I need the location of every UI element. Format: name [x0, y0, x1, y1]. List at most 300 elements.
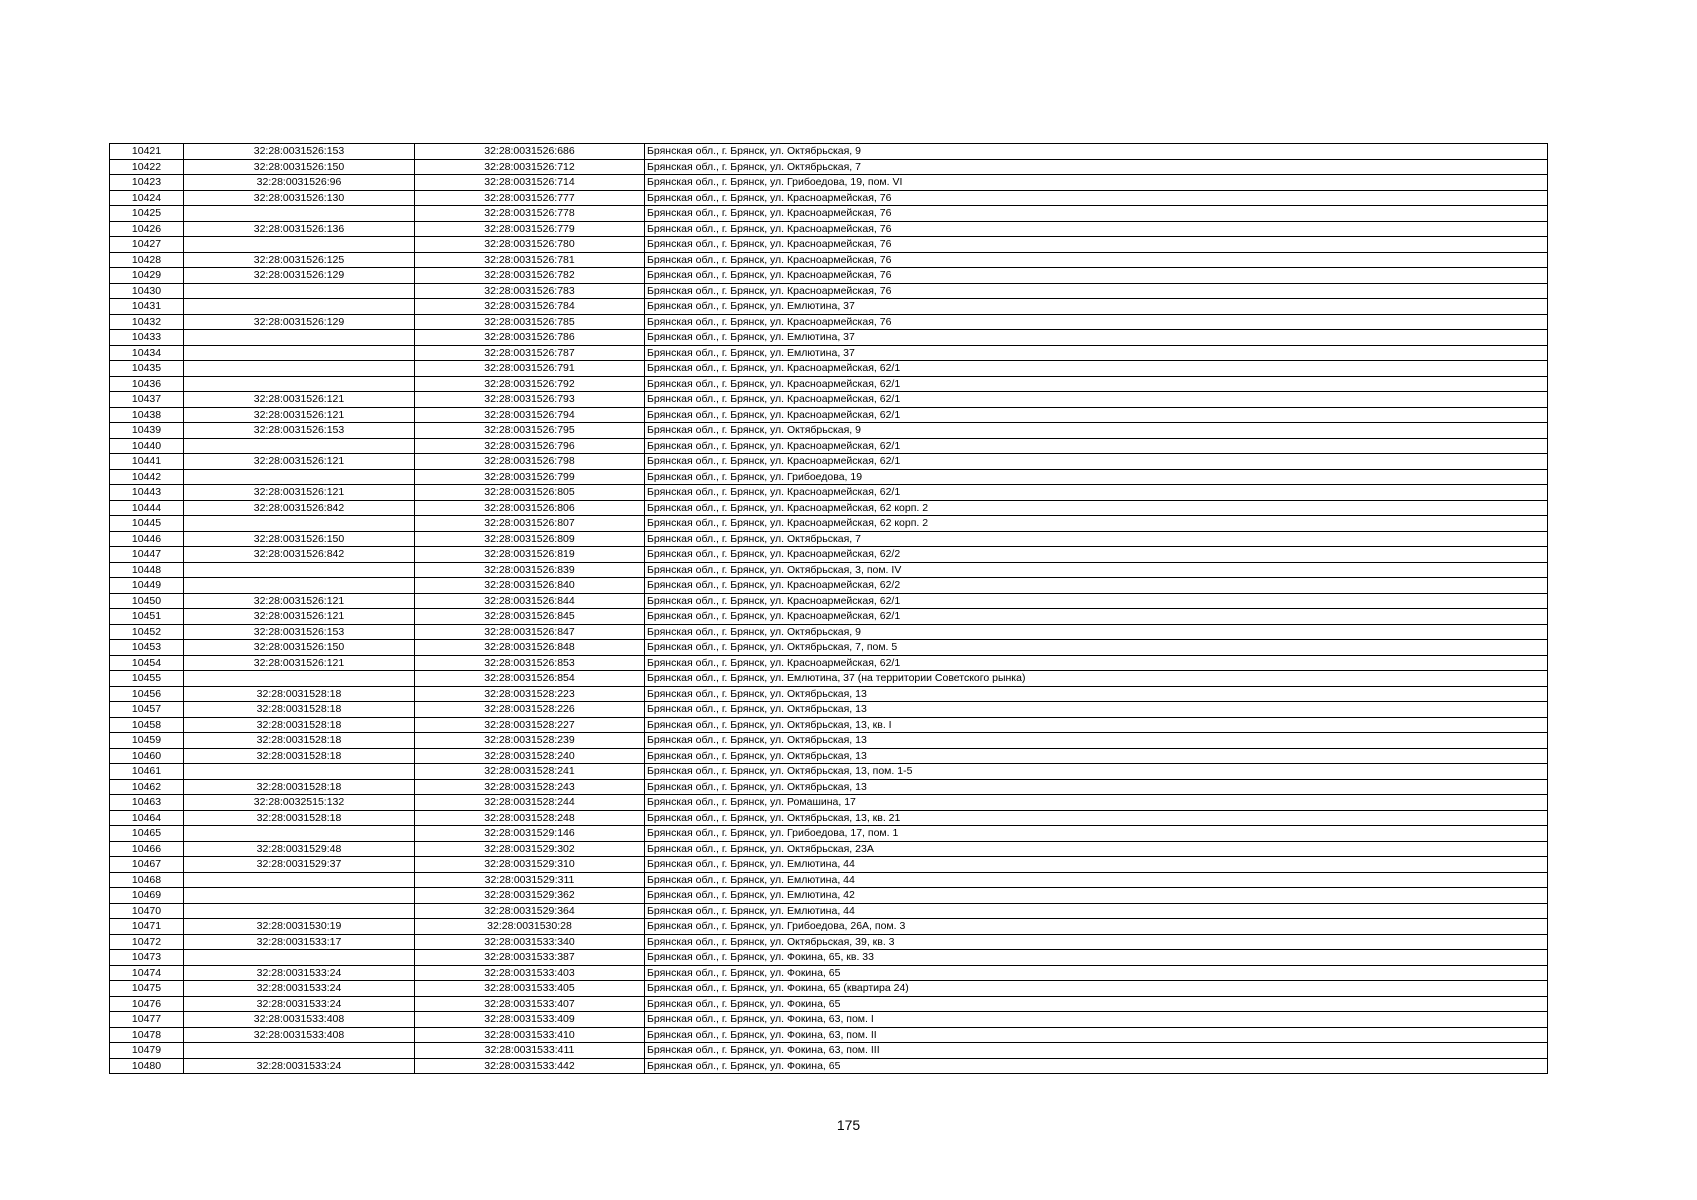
address-cell: Брянская обл., г. Брянск, ул. Емлютина, 44: [645, 872, 1548, 888]
table-row: [110, 299, 1548, 315]
table-row: [110, 841, 1548, 857]
table-row: [110, 609, 1548, 625]
address-cell: Брянская обл., г. Брянск, ул. Октябрьская, 39, кв. 3: [645, 934, 1548, 950]
object-cadastral-number-cell: 32:28:0031533:387: [415, 950, 645, 966]
table-row: [110, 1043, 1548, 1059]
row-number-cell: 10462: [110, 779, 184, 795]
address-cell: Брянская обл., г. Брянск, ул. Красноармейская, 76: [645, 268, 1548, 284]
object-cadastral-number-cell: 32:28:0031526:840: [415, 578, 645, 594]
land-cadastral-number-cell: 32:28:0031526:121: [184, 593, 415, 609]
land-cadastral-number-cell: 32:28:0031526:125: [184, 252, 415, 268]
object-cadastral-number-cell: 32:28:0031533:409: [415, 1012, 645, 1028]
land-cadastral-number-cell: [184, 376, 415, 392]
table-row: [110, 330, 1548, 346]
row-number-cell: 10472: [110, 934, 184, 950]
address-cell: Брянская обл., г. Брянск, ул. Емлютина, 37: [645, 330, 1548, 346]
object-cadastral-number-cell: 32:28:0031526:714: [415, 175, 645, 191]
land-cadastral-number-cell: [184, 826, 415, 842]
object-cadastral-number-cell: 32:28:0031529:362: [415, 888, 645, 904]
row-number-cell: 10440: [110, 438, 184, 454]
land-cadastral-number-cell: 32:28:0031526:842: [184, 500, 415, 516]
table-row: [110, 950, 1548, 966]
table-row: [110, 469, 1548, 485]
address-cell: Брянская обл., г. Брянск, ул. Красноармейская, 62/1: [645, 609, 1548, 625]
land-cadastral-number-cell: [184, 671, 415, 687]
land-cadastral-number-cell: 32:28:0031533:24: [184, 1058, 415, 1074]
object-cadastral-number-cell: 32:28:0031526:809: [415, 531, 645, 547]
row-number-cell: 10444: [110, 500, 184, 516]
table-row: [110, 795, 1548, 811]
address-cell: Брянская обл., г. Брянск, ул. Красноармейская, 62/2: [645, 547, 1548, 563]
land-cadastral-number-cell: 32:28:0031526:842: [184, 547, 415, 563]
address-cell: Брянская обл., г. Брянск, ул. Красноармейская, 62/1: [645, 438, 1548, 454]
land-cadastral-number-cell: [184, 764, 415, 780]
land-cadastral-number-cell: 32:28:0031526:129: [184, 314, 415, 330]
object-cadastral-number-cell: 32:28:0031526:686: [415, 144, 645, 160]
address-cell: Брянская обл., г. Брянск, ул. Грибоедова, 19: [645, 469, 1548, 485]
table-row: [110, 810, 1548, 826]
row-number-cell: 10477: [110, 1012, 184, 1028]
address-cell: Брянская обл., г. Брянск, ул. Октябрьская, 9: [645, 423, 1548, 439]
object-cadastral-number-cell: 32:28:0031526:712: [415, 159, 645, 175]
table-row: [110, 175, 1548, 191]
land-cadastral-number-cell: [184, 562, 415, 578]
table-row: [110, 934, 1548, 950]
object-cadastral-number-cell: 32:28:0031526:847: [415, 624, 645, 640]
address-cell: Брянская обл., г. Брянск, ул. Октябрьская, 13, пом. 1-5: [645, 764, 1548, 780]
row-number-cell: 10478: [110, 1027, 184, 1043]
land-cadastral-number-cell: 32:28:0031526:121: [184, 609, 415, 625]
object-cadastral-number-cell: 32:28:0031530:28: [415, 919, 645, 935]
object-cadastral-number-cell: 32:28:0031533:407: [415, 996, 645, 1012]
address-cell: Брянская обл., г. Брянск, ул. Емлютина, 44: [645, 857, 1548, 873]
object-cadastral-number-cell: 32:28:0031526:819: [415, 547, 645, 563]
table-row: [110, 500, 1548, 516]
land-cadastral-number-cell: 32:28:0031528:18: [184, 686, 415, 702]
row-number-cell: 10449: [110, 578, 184, 594]
row-number-cell: 10457: [110, 702, 184, 718]
table-row: [110, 314, 1548, 330]
table-row: [110, 686, 1548, 702]
address-cell: Брянская обл., г. Брянск, ул. Фокина, 65, кв. 33: [645, 950, 1548, 966]
land-cadastral-number-cell: 32:28:0031533:17: [184, 934, 415, 950]
table-row: [110, 423, 1548, 439]
row-number-cell: 10459: [110, 733, 184, 749]
address-cell: Брянская обл., г. Брянск, ул. Фокина, 65: [645, 1058, 1548, 1074]
address-cell: Брянская обл., г. Брянск, ул. Октябрьская, 7: [645, 159, 1548, 175]
object-cadastral-number-cell: 32:28:0031533:403: [415, 965, 645, 981]
object-cadastral-number-cell: 32:28:0031528:223: [415, 686, 645, 702]
table-row: [110, 640, 1548, 656]
table-row: [110, 671, 1548, 687]
table-row: [110, 407, 1548, 423]
address-cell: Брянская обл., г. Брянск, ул. Красноармейская, 76: [645, 190, 1548, 206]
land-cadastral-number-cell: 32:28:0031526:130: [184, 190, 415, 206]
table-row: [110, 206, 1548, 222]
land-cadastral-number-cell: 32:28:0031529:48: [184, 841, 415, 857]
land-cadastral-number-cell: 32:28:0031526:150: [184, 159, 415, 175]
table-row: [110, 655, 1548, 671]
address-cell: Брянская обл., г. Брянск, ул. Красноармейская, 62/1: [645, 392, 1548, 408]
land-cadastral-number-cell: 32:28:0031533:24: [184, 981, 415, 997]
object-cadastral-number-cell: 32:28:0031526:796: [415, 438, 645, 454]
object-cadastral-number-cell: 32:28:0031526:785: [415, 314, 645, 330]
object-cadastral-number-cell: 32:28:0031526:795: [415, 423, 645, 439]
object-cadastral-number-cell: 32:28:0031526:845: [415, 609, 645, 625]
table-row: [110, 438, 1548, 454]
row-number-cell: 10454: [110, 655, 184, 671]
address-cell: Брянская обл., г. Брянск, ул. Красноармейская, 76: [645, 237, 1548, 253]
table-row: [110, 531, 1548, 547]
land-cadastral-number-cell: [184, 299, 415, 315]
table-row: [110, 702, 1548, 718]
land-cadastral-number-cell: 32:28:0031526:121: [184, 485, 415, 501]
object-cadastral-number-cell: 32:28:0031526:839: [415, 562, 645, 578]
land-cadastral-number-cell: 32:28:0031526:136: [184, 221, 415, 237]
row-number-cell: 10460: [110, 748, 184, 764]
object-cadastral-number-cell: 32:28:0031526:853: [415, 655, 645, 671]
row-number-cell: 10453: [110, 640, 184, 656]
object-cadastral-number-cell: 32:28:0031528:227: [415, 717, 645, 733]
object-cadastral-number-cell: 32:28:0031528:244: [415, 795, 645, 811]
row-number-cell: 10455: [110, 671, 184, 687]
land-cadastral-number-cell: 32:28:0031526:153: [184, 144, 415, 160]
row-number-cell: 10466: [110, 841, 184, 857]
address-cell: Брянская обл., г. Брянск, ул. Ромашина, 17: [645, 795, 1548, 811]
object-cadastral-number-cell: 32:28:0031528:248: [415, 810, 645, 826]
address-cell: Брянская обл., г. Брянск, ул. Красноармейская, 62/1: [645, 593, 1548, 609]
address-cell: Брянская обл., г. Брянск, ул. Емлютина, 37: [645, 299, 1548, 315]
table-row: [110, 237, 1548, 253]
land-cadastral-number-cell: 32:28:0032515:132: [184, 795, 415, 811]
address-cell: Брянская обл., г. Брянск, ул. Красноармейская, 76: [645, 206, 1548, 222]
land-cadastral-number-cell: [184, 237, 415, 253]
table-row: [110, 717, 1548, 733]
row-number-cell: 10458: [110, 717, 184, 733]
object-cadastral-number-cell: 32:28:0031528:240: [415, 748, 645, 764]
table-row: [110, 624, 1548, 640]
table-row: [110, 361, 1548, 377]
table-row: [110, 578, 1548, 594]
table-row: [110, 1012, 1548, 1028]
land-cadastral-number-cell: 32:28:0031529:37: [184, 857, 415, 873]
table-body: [110, 144, 1548, 1074]
row-number-cell: 10430: [110, 283, 184, 299]
address-cell: Брянская обл., г. Брянск, ул. Фокина, 65: [645, 996, 1548, 1012]
address-cell: Брянская обл., г. Брянск, ул. Емлютина, 42: [645, 888, 1548, 904]
address-cell: Брянская обл., г. Брянск, ул. Грибоедова, 17, пом. 1: [645, 826, 1548, 842]
table-row: [110, 221, 1548, 237]
object-cadastral-number-cell: 32:28:0031529:310: [415, 857, 645, 873]
table-row: [110, 144, 1548, 160]
table-row: [110, 996, 1548, 1012]
land-cadastral-number-cell: [184, 1043, 415, 1059]
land-cadastral-number-cell: 32:28:0031526:150: [184, 531, 415, 547]
row-number-cell: 10421: [110, 144, 184, 160]
row-number-cell: 10443: [110, 485, 184, 501]
address-cell: Брянская обл., г. Брянск, ул. Октябрьская, 13: [645, 779, 1548, 795]
object-cadastral-number-cell: 32:28:0031528:241: [415, 764, 645, 780]
land-cadastral-number-cell: [184, 950, 415, 966]
row-number-cell: 10476: [110, 996, 184, 1012]
object-cadastral-number-cell: 32:28:0031526:805: [415, 485, 645, 501]
address-cell: Брянская обл., г. Брянск, ул. Фокина, 63, пом. I: [645, 1012, 1548, 1028]
table-row: [110, 748, 1548, 764]
row-number-cell: 10429: [110, 268, 184, 284]
table-row: [110, 516, 1548, 532]
address-cell: Брянская обл., г. Брянск, ул. Октябрьская, 13: [645, 686, 1548, 702]
address-cell: Брянская обл., г. Брянск, ул. Красноармейская, 62/1: [645, 407, 1548, 423]
address-cell: Брянская обл., г. Брянск, ул. Красноармейская, 62/1: [645, 454, 1548, 470]
object-cadastral-number-cell: 32:28:0031526:807: [415, 516, 645, 532]
land-cadastral-number-cell: [184, 438, 415, 454]
table-row: [110, 857, 1548, 873]
address-cell: Брянская обл., г. Брянск, ул. Красноармейская, 62 корп. 2: [645, 500, 1548, 516]
table-row: [110, 454, 1548, 470]
object-cadastral-number-cell: 32:28:0031533:411: [415, 1043, 645, 1059]
address-cell: Брянская обл., г. Брянск, ул. Октябрьская, 13, кв. I: [645, 717, 1548, 733]
table-row: [110, 268, 1548, 284]
row-number-cell: 10428: [110, 252, 184, 268]
land-cadastral-number-cell: 32:28:0031528:18: [184, 779, 415, 795]
object-cadastral-number-cell: 32:28:0031533:410: [415, 1027, 645, 1043]
row-number-cell: 10426: [110, 221, 184, 237]
object-cadastral-number-cell: 32:28:0031526:784: [415, 299, 645, 315]
row-number-cell: 10442: [110, 469, 184, 485]
row-number-cell: 10435: [110, 361, 184, 377]
address-cell: Брянская обл., г. Брянск, ул. Октябрьская, 3, пом. IV: [645, 562, 1548, 578]
row-number-cell: 10469: [110, 888, 184, 904]
address-cell: Брянская обл., г. Брянск, ул. Фокина, 63, пом. III: [645, 1043, 1548, 1059]
table-row: [110, 1027, 1548, 1043]
address-cell: Брянская обл., г. Брянск, ул. Фокина, 65 (квартира 24): [645, 981, 1548, 997]
object-cadastral-number-cell: 32:28:0031526:778: [415, 206, 645, 222]
row-number-cell: 10474: [110, 965, 184, 981]
table-row: [110, 345, 1548, 361]
table-row: [110, 190, 1548, 206]
address-cell: Брянская обл., г. Брянск, ул. Фокина, 63, пом. II: [645, 1027, 1548, 1043]
object-cadastral-number-cell: 32:28:0031526:844: [415, 593, 645, 609]
address-cell: Брянская обл., г. Брянск, ул. Емлютина, 44: [645, 903, 1548, 919]
object-cadastral-number-cell: 32:28:0031533:442: [415, 1058, 645, 1074]
table-row: [110, 283, 1548, 299]
row-number-cell: 10451: [110, 609, 184, 625]
row-number-cell: 10470: [110, 903, 184, 919]
row-number-cell: 10473: [110, 950, 184, 966]
address-cell: Брянская обл., г. Брянск, ул. Красноармейская, 76: [645, 221, 1548, 237]
land-cadastral-number-cell: 32:28:0031526:121: [184, 655, 415, 671]
row-number-cell: 10423: [110, 175, 184, 191]
table-row: [110, 376, 1548, 392]
address-cell: Брянская обл., г. Брянск, ул. Грибоедова, 26А, пом. 3: [645, 919, 1548, 935]
table-row: [110, 872, 1548, 888]
land-cadastral-number-cell: [184, 330, 415, 346]
address-cell: Брянская обл., г. Брянск, ул. Октябрьская, 13: [645, 702, 1548, 718]
address-cell: Брянская обл., г. Брянск, ул. Красноармейская, 76: [645, 314, 1548, 330]
land-cadastral-number-cell: 32:28:0031526:129: [184, 268, 415, 284]
land-cadastral-number-cell: [184, 283, 415, 299]
table-row: [110, 547, 1548, 563]
row-number-cell: 10468: [110, 872, 184, 888]
row-number-cell: 10463: [110, 795, 184, 811]
land-cadastral-number-cell: [184, 903, 415, 919]
object-cadastral-number-cell: 32:28:0031528:226: [415, 702, 645, 718]
address-cell: Брянская обл., г. Брянск, ул. Красноармейская, 62 корп. 2: [645, 516, 1548, 532]
object-cadastral-number-cell: 32:28:0031526:782: [415, 268, 645, 284]
object-cadastral-number-cell: 32:28:0031528:243: [415, 779, 645, 795]
land-cadastral-number-cell: 32:28:0031528:18: [184, 810, 415, 826]
land-cadastral-number-cell: [184, 888, 415, 904]
table-row: [110, 981, 1548, 997]
land-cadastral-number-cell: 32:28:0031528:18: [184, 748, 415, 764]
row-number-cell: 10438: [110, 407, 184, 423]
table-row: [110, 965, 1548, 981]
row-number-cell: 10480: [110, 1058, 184, 1074]
row-number-cell: 10446: [110, 531, 184, 547]
row-number-cell: 10464: [110, 810, 184, 826]
land-cadastral-number-cell: 32:28:0031533:24: [184, 965, 415, 981]
row-number-cell: 10441: [110, 454, 184, 470]
row-number-cell: 10425: [110, 206, 184, 222]
table-row: [110, 485, 1548, 501]
row-number-cell: 10479: [110, 1043, 184, 1059]
land-cadastral-number-cell: [184, 345, 415, 361]
object-cadastral-number-cell: 32:28:0031526:791: [415, 361, 645, 377]
land-cadastral-number-cell: 32:28:0031528:18: [184, 717, 415, 733]
land-cadastral-number-cell: 32:28:0031526:153: [184, 423, 415, 439]
address-cell: Брянская обл., г. Брянск, ул. Октябрьская, 13: [645, 733, 1548, 749]
row-number-cell: 10422: [110, 159, 184, 175]
row-number-cell: 10432: [110, 314, 184, 330]
land-cadastral-number-cell: 32:28:0031526:121: [184, 454, 415, 470]
page-number: 175: [836, 1117, 861, 1133]
table-row: [110, 903, 1548, 919]
land-cadastral-number-cell: 32:28:0031528:18: [184, 733, 415, 749]
object-cadastral-number-cell: 32:28:0031526:794: [415, 407, 645, 423]
row-number-cell: 10456: [110, 686, 184, 702]
object-cadastral-number-cell: 32:28:0031533:340: [415, 934, 645, 950]
row-number-cell: 10452: [110, 624, 184, 640]
address-cell: Брянская обл., г. Брянск, ул. Красноармейская, 76: [645, 283, 1548, 299]
address-cell: Брянская обл., г. Брянск, ул. Красноармейская, 62/2: [645, 578, 1548, 594]
address-cell: Брянская обл., г. Брянск, ул. Красноармейская, 62/1: [645, 376, 1548, 392]
table-row: [110, 733, 1548, 749]
object-cadastral-number-cell: 32:28:0031526:780: [415, 237, 645, 253]
row-number-cell: 10439: [110, 423, 184, 439]
row-number-cell: 10437: [110, 392, 184, 408]
row-number-cell: 10431: [110, 299, 184, 315]
row-number-cell: 10434: [110, 345, 184, 361]
object-cadastral-number-cell: 32:28:0031529:302: [415, 841, 645, 857]
land-cadastral-number-cell: 32:28:0031530:19: [184, 919, 415, 935]
address-cell: Брянская обл., г. Брянск, ул. Емлютина, 37 (на территории Советского рынка): [645, 671, 1548, 687]
row-number-cell: 10445: [110, 516, 184, 532]
row-number-cell: 10436: [110, 376, 184, 392]
object-cadastral-number-cell: 32:28:0031526:806: [415, 500, 645, 516]
address-cell: Брянская обл., г. Брянск, ул. Фокина, 65: [645, 965, 1548, 981]
table-row: [110, 392, 1548, 408]
address-cell: Брянская обл., г. Брянск, ул. Октябрьская, 9: [645, 144, 1548, 160]
table-row: [110, 593, 1548, 609]
address-cell: Брянская обл., г. Брянск, ул. Октябрьская, 23А: [645, 841, 1548, 857]
object-cadastral-number-cell: 32:28:0031526:779: [415, 221, 645, 237]
object-cadastral-number-cell: 32:28:0031526:799: [415, 469, 645, 485]
row-number-cell: 10433: [110, 330, 184, 346]
address-cell: Брянская обл., г. Брянск, ул. Октябрьская, 9: [645, 624, 1548, 640]
row-number-cell: 10424: [110, 190, 184, 206]
land-cadastral-number-cell: 32:28:0031533:408: [184, 1027, 415, 1043]
row-number-cell: 10471: [110, 919, 184, 935]
row-number-cell: 10461: [110, 764, 184, 780]
land-cadastral-number-cell: [184, 516, 415, 532]
object-cadastral-number-cell: 32:28:0031526:777: [415, 190, 645, 206]
address-cell: Брянская обл., г. Брянск, ул. Красноармейская, 76: [645, 252, 1548, 268]
row-number-cell: 10447: [110, 547, 184, 563]
land-cadastral-number-cell: 32:28:0031533:408: [184, 1012, 415, 1028]
property-table: [109, 143, 1548, 1074]
land-cadastral-number-cell: 32:28:0031526:121: [184, 392, 415, 408]
land-cadastral-number-cell: 32:28:0031526:96: [184, 175, 415, 191]
row-number-cell: 10448: [110, 562, 184, 578]
object-cadastral-number-cell: 32:28:0031526:793: [415, 392, 645, 408]
table-row: [110, 1058, 1548, 1074]
land-cadastral-number-cell: 32:28:0031528:18: [184, 702, 415, 718]
address-cell: Брянская обл., г. Брянск, ул. Октябрьская, 13, кв. 21: [645, 810, 1548, 826]
table-row: [110, 919, 1548, 935]
object-cadastral-number-cell: 32:28:0031529:311: [415, 872, 645, 888]
address-cell: Брянская обл., г. Брянск, ул. Октябрьская, 7, пом. 5: [645, 640, 1548, 656]
address-cell: Брянская обл., г. Брянск, ул. Емлютина, 37: [645, 345, 1548, 361]
object-cadastral-number-cell: 32:28:0031529:146: [415, 826, 645, 842]
land-cadastral-number-cell: 32:28:0031526:150: [184, 640, 415, 656]
row-number-cell: 10475: [110, 981, 184, 997]
land-cadastral-number-cell: 32:28:0031533:24: [184, 996, 415, 1012]
object-cadastral-number-cell: 32:28:0031526:787: [415, 345, 645, 361]
object-cadastral-number-cell: 32:28:0031526:798: [415, 454, 645, 470]
table-row: [110, 159, 1548, 175]
table-row: [110, 764, 1548, 780]
row-number-cell: 10465: [110, 826, 184, 842]
land-cadastral-number-cell: 32:28:0031526:153: [184, 624, 415, 640]
table-row: [110, 779, 1548, 795]
object-cadastral-number-cell: 32:28:0031526:783: [415, 283, 645, 299]
address-cell: Брянская обл., г. Брянск, ул. Красноармейская, 62/1: [645, 655, 1548, 671]
row-number-cell: 10450: [110, 593, 184, 609]
object-cadastral-number-cell: 32:28:0031526:786: [415, 330, 645, 346]
table-row: [110, 888, 1548, 904]
land-cadastral-number-cell: [184, 578, 415, 594]
table-row: [110, 562, 1548, 578]
address-cell: Брянская обл., г. Брянск, ул. Красноармейская, 62/1: [645, 361, 1548, 377]
land-cadastral-number-cell: [184, 206, 415, 222]
address-cell: Брянская обл., г. Брянск, ул. Октябрьская, 13: [645, 748, 1548, 764]
object-cadastral-number-cell: 32:28:0031526:792: [415, 376, 645, 392]
object-cadastral-number-cell: 32:28:0031526:848: [415, 640, 645, 656]
table-row: [110, 252, 1548, 268]
land-cadastral-number-cell: [184, 872, 415, 888]
object-cadastral-number-cell: 32:28:0031533:405: [415, 981, 645, 997]
land-cadastral-number-cell: [184, 469, 415, 485]
row-number-cell: 10467: [110, 857, 184, 873]
table-row: [110, 826, 1548, 842]
object-cadastral-number-cell: 32:28:0031526:854: [415, 671, 645, 687]
object-cadastral-number-cell: 32:28:0031529:364: [415, 903, 645, 919]
object-cadastral-number-cell: 32:28:0031528:239: [415, 733, 645, 749]
land-cadastral-number-cell: [184, 361, 415, 377]
row-number-cell: 10427: [110, 237, 184, 253]
address-cell: Брянская обл., г. Брянск, ул. Октябрьская, 7: [645, 531, 1548, 547]
land-cadastral-number-cell: 32:28:0031526:121: [184, 407, 415, 423]
